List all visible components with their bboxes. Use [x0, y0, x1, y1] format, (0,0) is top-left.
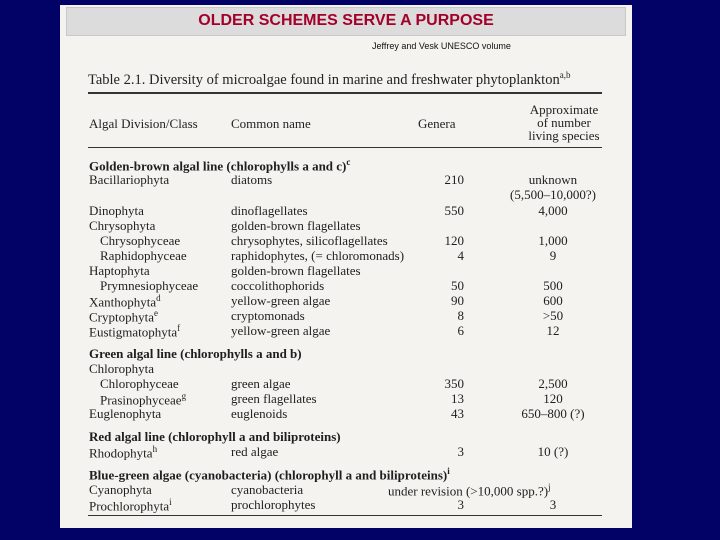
species-cell: (5,500–10,000?) [510, 187, 596, 202]
species-cell: 3 [549, 497, 557, 512]
common-cell: cryptomonads [231, 308, 305, 323]
genera-cell: 210 [444, 172, 464, 187]
header-genera: Genera [418, 116, 456, 131]
division-cell: Chlorophyta [89, 361, 154, 376]
table-row [0, 293, 720, 308]
header-species-line1: Approximate [529, 102, 599, 117]
table-row [0, 172, 720, 187]
species-cell: 600 [543, 293, 563, 308]
common-cell: coccolithophorids [231, 278, 325, 293]
footnote: f [177, 323, 181, 333]
genera-cell: 43 [451, 406, 464, 421]
genera-cell: 8 [457, 308, 464, 323]
division-cell: Chrysophyceae [100, 233, 181, 248]
species-cell: 2,500 [538, 376, 568, 391]
section-footnote: c [346, 157, 351, 167]
header-division: Algal Division/Class [89, 116, 198, 131]
table-row [0, 203, 720, 218]
header-common-name: Common name [231, 116, 311, 131]
common-cell: prochlorophytes [231, 497, 316, 512]
table-bottom-rule [88, 515, 602, 516]
source-credit: Jeffrey and Vesk UNESCO volume [372, 41, 511, 51]
common-cell: red algae [231, 444, 279, 459]
species-cell: 4,000 [538, 203, 568, 218]
section-label: Red algal line (chlorophyll a and biliproteins) [89, 429, 341, 444]
header-rule [88, 147, 602, 148]
table-row [0, 233, 720, 248]
table-row [0, 218, 720, 233]
section-text: Golden-brown algal line (chlorophylls a and c) [89, 158, 347, 174]
table-row [0, 248, 720, 263]
division-cell: Haptophyta [89, 263, 150, 278]
common-cell: yellow-green algae [231, 323, 331, 338]
division-cell [89, 444, 157, 461]
division-cell: Euglenophyta [89, 406, 162, 421]
table-row [0, 308, 720, 323]
table-row [0, 391, 720, 406]
division-cell: Chrysophyta [89, 218, 156, 233]
common-cell: yellow-green algae [231, 293, 331, 308]
genera-cell: 13 [451, 391, 464, 406]
table-row [0, 323, 720, 338]
footnote: h [152, 444, 158, 454]
slide-title: OLDER SCHEMES SERVE A PURPOSE [198, 12, 494, 29]
genera-cell: 50 [451, 278, 464, 293]
species-cell: >50 [542, 308, 564, 323]
division-cell: Chlorophyceae [100, 376, 179, 391]
table-row [0, 482, 720, 497]
title-bar [66, 7, 626, 36]
species-cell: unknown [528, 172, 578, 187]
common-cell: chrysophytes, silicoflagellates [231, 233, 388, 248]
table-row [0, 278, 720, 293]
division-text: Cryptophyta [89, 309, 154, 325]
common-cell: raphidophytes, (= chloromonads) [231, 248, 405, 263]
header-species-line2: of number [537, 115, 591, 130]
table-row [0, 376, 720, 391]
division-cell: Raphidophyceae [100, 248, 187, 263]
genera-cell: 3 [457, 497, 464, 512]
footnote: e [154, 308, 158, 318]
genera-cell: 350 [444, 376, 464, 391]
genera-cell: 3 [457, 444, 464, 459]
common-cell: cyanobacteria [231, 482, 304, 497]
section-footnote: i [447, 466, 450, 476]
genera-cell: 4 [457, 248, 464, 263]
common-cell: dinoflagellates [231, 203, 308, 218]
section-blue-green [0, 466, 720, 481]
caption-text: Table 2.1. Diversity of microalgae found in marine and freshwater phytoplankton [88, 71, 560, 88]
table-caption [88, 70, 570, 89]
division-text: Prasinophyceae [100, 392, 182, 408]
section-golden-brown [0, 157, 720, 172]
table-top-rule [88, 92, 602, 94]
genera-cell: 90 [451, 293, 464, 308]
table-row [0, 361, 720, 376]
division-cell: Cyanophyta [89, 482, 152, 497]
common-cell: green algae [231, 376, 291, 391]
division-cell [89, 323, 180, 340]
table-row [0, 444, 720, 459]
genera-text: under revision (>10,000 spp.?) [388, 483, 549, 499]
common-cell: green flagellates [231, 391, 317, 406]
section-red [0, 429, 720, 444]
common-cell: golden-brown flagellates [231, 218, 361, 233]
table-row [0, 406, 720, 421]
division-text: Prochlorophyta [89, 498, 170, 514]
table-row [0, 263, 720, 278]
common-cell: diatoms [231, 172, 273, 187]
division-text: Rhodophyta [89, 445, 153, 461]
section-green [0, 346, 720, 361]
division-cell [89, 497, 172, 514]
footnote: g [181, 391, 187, 401]
section-text: Blue-green algae (cyanobacteria) (chlorophyll a and biliproteins) [89, 467, 448, 483]
genera-cell: 550 [444, 203, 464, 218]
division-text: Xanthophyta [89, 294, 157, 310]
table-row [0, 497, 720, 512]
table-row [0, 187, 720, 202]
genera-cell: 6 [457, 323, 464, 338]
footnote: d [156, 293, 161, 303]
header-species-line3: living species [528, 128, 600, 143]
species-cell: 650–800 (?) [521, 406, 585, 421]
species-cell: 9 [549, 248, 557, 263]
division-cell: Bacillariophyta [89, 172, 170, 187]
species-cell: 12 [546, 323, 560, 338]
division-cell: Dinophyta [89, 203, 144, 218]
footnote: j [548, 482, 551, 492]
section-label: Green algal line (chlorophylls a and b) [89, 346, 302, 361]
division-text: Eustigmatophyta [89, 324, 178, 340]
section-label [89, 466, 450, 483]
common-cell: euglenoids [231, 406, 288, 421]
species-cell: 500 [543, 278, 563, 293]
species-cell: 10 (?) [537, 444, 569, 459]
division-cell: Prymnesiophyceae [100, 278, 199, 293]
genera-cell: 120 [444, 233, 464, 248]
footnote: i [169, 497, 172, 507]
species-cell: 120 [543, 391, 563, 406]
common-cell: golden-brown flagellates [231, 263, 361, 278]
caption-footnote: a,b [559, 70, 571, 80]
species-cell: 1,000 [538, 233, 568, 248]
